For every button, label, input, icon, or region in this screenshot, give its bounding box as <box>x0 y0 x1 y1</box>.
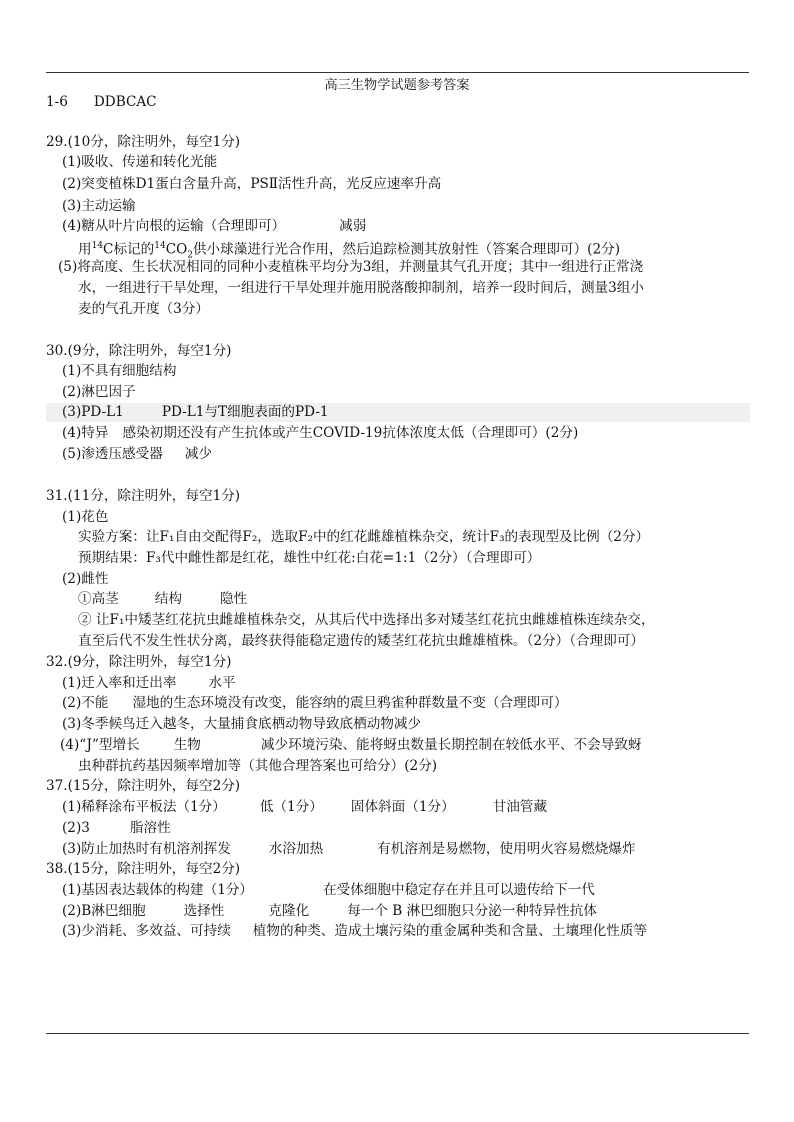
q29-answer-5-line1: (5)将高度、生长状况相同的同种小麦植株平均分为3组，并测量其气孔开度；其中一组进行正常浇 <box>58 259 644 275</box>
q30-answer-4 <box>62 424 749 443</box>
q38-answer-2d: 每一个 B 淋巴细胞只分泌一种特异性抗体 <box>347 903 597 919</box>
q30-answer-2: (2)淋巴因子 <box>62 384 136 400</box>
bottom-rule <box>46 1033 749 1034</box>
page-title: 高三生物学试题参考答案 <box>324 78 470 93</box>
q38-answer-3a: (3)少消耗、多效益、可持续 <box>62 923 231 939</box>
q30-answer-4b: 感染初期还没有产生抗体或产生COVID-19抗体浓度太低（合理即可）(2分) <box>122 425 579 441</box>
q32-answer-4b: 生物 <box>173 737 201 753</box>
q38-answer-2a: (2)B淋巴细胞 <box>62 903 146 919</box>
q37-answer-2a: (2)3 <box>62 820 90 836</box>
q30-answer-5a: (5)渗透压感受器 <box>62 446 163 462</box>
q37-answer-3c: 有机溶剂是易燃物，使用明火容易燃烧爆炸 <box>377 841 636 857</box>
q31-a2-1a: ①高茎 <box>78 591 119 607</box>
q38-answer-2b: 选择性 <box>183 903 225 919</box>
q30-answer-3 <box>46 403 750 422</box>
q31-answer-2: (2)雌性 <box>62 571 109 587</box>
q37-answer-1d: 甘油管藏 <box>492 799 548 815</box>
q29-a4c-pre: 用 <box>78 241 92 258</box>
q38-answer-1b: 在受体细胞中稳定存在并且可以遗传给下一代 <box>323 882 595 898</box>
q29-a4c-post: 供小球藻进行光合作用，然后追踪检测其放射性（答案合理即可）(2分) <box>192 241 621 258</box>
q32-heading: 32.(9分，除注明外，每空1分) <box>46 654 232 670</box>
q32-answer-4d: 虫种群抗药基因频率增加等（其他合理答案也可给分）(2分) <box>78 758 438 774</box>
q31-answer-2-2-line1: ② 让F₁中矮茎红花抗虫雌雄植株杂交，从其后代中选择出多对矮茎红花抗虫雌雄植株连续杂交， <box>78 612 655 628</box>
q37-answer-1c: 固体斜面（1分） <box>350 799 455 815</box>
q29-a4c-mid1: C标记的 <box>103 241 155 258</box>
q31-plan: 实验方案：让F₁自由交配得F₂，选取F₂中的红花雌雄植株杂交，统计F₃的表现型及比例（2分） <box>78 529 650 545</box>
mcq-answers <box>46 93 749 112</box>
q37-answer-3b: 水浴加热 <box>268 841 324 857</box>
q29-answer-5-line3: 麦的气孔开度（3分） <box>78 301 209 317</box>
q31-answer-1: (1)花色 <box>62 509 109 525</box>
q30-answer-5b: 减少 <box>184 446 213 462</box>
q37-answer-1a: (1)稀释涂布平板法（1分） <box>62 799 226 815</box>
q31-answer-2-1 <box>78 590 749 609</box>
q31-a2-1c: 隐性 <box>219 591 248 607</box>
q37-answer-2 <box>62 819 749 838</box>
q38-answer-1 <box>62 881 749 900</box>
q29-answer-2: (2)突变植株D1蛋白含量升高，PSⅡ活性升高，光反应速率升高 <box>62 176 442 192</box>
q31-answer-2-2-line2: 直至后代不发生性状分离，最终获得能稳定遗传的矮茎红花抗虫雌雄植株。（2分）（合理即可） <box>78 633 644 649</box>
q30-answer-3b: PD-L1与T细胞表面的PD-1 <box>161 404 329 420</box>
q37-answer-1 <box>62 798 749 817</box>
q32-answer-2a: (2)不能 <box>62 695 109 711</box>
q30-answer-1: (1)不具有细胞结构 <box>62 363 177 379</box>
q38-answer-1a: (1)基因表达载体的构建（1分） <box>62 882 254 898</box>
mcq-range: 1-6 <box>46 94 68 110</box>
q29-answer-1: (1)吸收、传递和转化光能 <box>62 154 218 170</box>
q29-answer-4a: (4)糖从叶片向根的运输（合理即可） <box>62 218 286 234</box>
q37-heading: 37.(15分，除注明外，每空2分) <box>46 778 241 794</box>
q31-result: 预期结果：F₃代中雌性都是红花，雄性中红花:白花=1:1（2分）（合理即可） <box>78 550 541 566</box>
q30-answer-3a: (3)PD-L1 <box>62 404 124 420</box>
q32-answer-4a: (4)“J”型增长 <box>60 737 140 753</box>
q29-answer-4b: 减弱 <box>339 218 367 234</box>
q29-a4c-sup1: 14 <box>91 241 104 251</box>
q30-answer-5 <box>62 445 749 464</box>
q32-answer-4c: 减少环境污染、能将蚜虫数量长期控制在较低水平、不会导致蚜 <box>260 737 642 753</box>
q32-answer-1a: (1)迁入率和迁出率 <box>62 675 177 691</box>
q32-answer-1 <box>62 674 749 693</box>
q29-a4c-sup2: 14 <box>154 241 166 251</box>
q37-answer-2b: 脂溶性 <box>129 820 171 836</box>
top-rule <box>46 72 749 73</box>
q31-a2-1b: 结构 <box>154 591 182 607</box>
q32-answer-2b: 湿地的生态环境没有改变，能容纳的震旦鸦雀种群数量不变（合理即可） <box>132 695 568 711</box>
q38-answer-3 <box>62 922 749 941</box>
q37-answer-3 <box>62 840 749 859</box>
q32-answer-1b: 水平 <box>208 675 236 691</box>
q30-heading: 30.(9分，除注明外，每空1分) <box>46 343 232 359</box>
q31-heading: 31.(11分，除注明外，每空1分) <box>46 488 241 504</box>
q37-answer-3a: (3)防止加热时有机溶剂挥发 <box>62 841 231 857</box>
q38-answer-2 <box>62 902 749 921</box>
q38-answer-2c: 克隆化 <box>268 903 310 919</box>
q38-answer-3b: 植物的种类、造成土壤污染的重金属种类和含量、土壤理化性质等 <box>252 923 648 939</box>
q32-answer-4 <box>60 736 763 755</box>
q32-answer-3: (3)冬季候鸟迁入越冬，大量捕食底栖动物导致底栖动物减少 <box>62 716 422 732</box>
q32-answer-2 <box>62 694 749 713</box>
q29-answer-3: (3)主动运输 <box>62 198 136 214</box>
q29-a4c-mid2: CO <box>165 241 188 258</box>
q29-heading: 29.(10分，除注明外，每空1分) <box>46 134 241 150</box>
q37-answer-1b: 低（1分） <box>259 799 323 815</box>
q29-a4c-sub: 2 <box>187 250 193 261</box>
q29-answer-4 <box>62 217 749 236</box>
mcq-answer-string: DDBCAC <box>93 94 157 110</box>
q38-heading: 38.(15分，除注明外，每空2分) <box>46 861 241 877</box>
q30-answer-4a: (4)特异 <box>62 425 109 441</box>
q29-answer-5-line2: 水，一组进行干旱处理，一组进行干旱处理并施用脱落酸抑制剂，培养一段时间后，测量3组小 <box>78 280 644 296</box>
